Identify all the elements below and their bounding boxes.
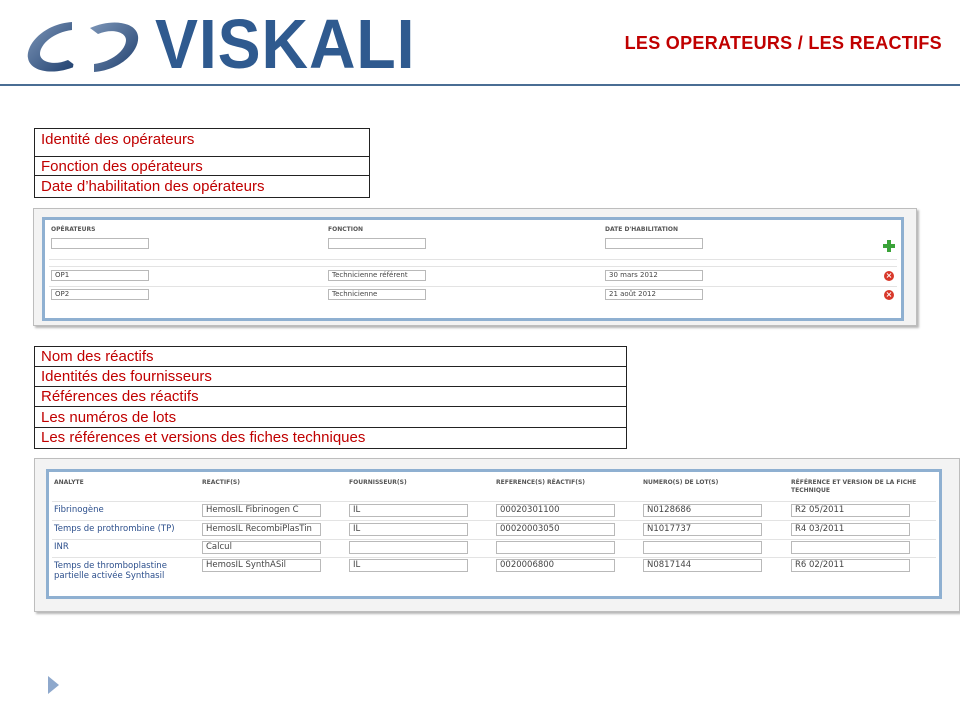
date-field[interactable]: 30 mars 2012 [605,270,703,281]
reference-field[interactable]: 00020301100 [496,504,615,517]
reference-field[interactable]: 0020006800 [496,559,615,572]
fournisseur-field[interactable] [349,541,468,554]
column-header-fonction: FONCTION [328,226,364,233]
reference-field[interactable]: 00020003050 [496,523,615,536]
delete-operator-icon[interactable]: × [885,290,893,299]
date-field[interactable]: 21 août 2012 [605,289,703,300]
column-header-operateurs: OPÉRATEURS [51,226,96,233]
operateur-field[interactable]: OP1 [51,270,149,281]
reactifs-info-line: Les références et versions des fiches techniques [41,429,366,446]
reactifs-info-line: Identités des fournisseurs [35,367,626,387]
fiche-field[interactable]: R4 03/2011 [791,523,910,536]
fournisseur-field[interactable]: IL [349,523,468,536]
fournisseur-field[interactable]: IL [349,504,468,517]
new-date-input[interactable] [605,238,703,249]
operators-screenshot [33,208,917,326]
fiche-field[interactable]: R6 02/2011 [791,559,910,572]
reactifs-info-line: Références des réactifs [35,387,626,407]
add-operator-plus-icon[interactable] [883,240,895,252]
operateur-field[interactable]: OP2 [51,289,149,300]
lot-field[interactable]: N0128686 [643,504,762,517]
delete-operator-icon[interactable]: × [885,271,893,280]
fournisseur-field[interactable]: IL [349,559,468,572]
analyte-label: INR [54,542,69,552]
column-header-fournisseur: FOURNISSEUR(S) [349,479,407,486]
new-fonction-input[interactable] [328,238,426,249]
reactif-field[interactable]: Calcul [202,541,321,554]
column-header-lot: NUMERO(S) DE LOT(S) [643,479,719,486]
column-header-reference: REFERENCE(S) RÉACTIF(S) [496,479,586,486]
next-slide-arrow-icon[interactable] [48,676,59,694]
operators-info-box [34,128,370,198]
brand-name: VISKALI [155,5,416,83]
new-operateur-input[interactable] [51,238,149,249]
reactifs-screenshot [34,458,960,612]
column-header-analyte: ANALYTE [54,479,84,486]
reactifs-info-line: Les numéros de lots [35,407,626,428]
fiche-field[interactable]: R2 05/2011 [791,504,910,517]
header-divider [0,84,960,86]
column-header-fiche: RÉFÉRENCE ET VERSION DE LA FICHE TECHNIQUE [791,479,917,494]
lot-field[interactable] [643,541,762,554]
fiche-field[interactable] [791,541,910,554]
column-header-date: DATE D'HABILITATION [605,226,679,233]
column-header-reactif: REACTIF(S) [202,479,240,486]
reactifs-info-line: Nom des réactifs [35,347,626,367]
lot-field[interactable]: N0817144 [643,559,762,572]
reactif-field[interactable]: HemosIL Fibrinogen C [202,504,321,517]
operators-info-line: Identité des opérateurs [35,129,369,157]
reactif-field[interactable]: HemosIL RecombiPlasTin [202,523,321,536]
reference-field[interactable] [496,541,615,554]
operators-info-line: Date d’habilitation des opérateurs [41,178,265,195]
analyte-label: Fibrinogène [54,505,104,515]
slide-title: LES OPERATEURS / LES REACTIFS [624,33,942,53]
operators-info-line: Fonction des opérateurs [35,157,369,176]
reactifs-info-box [34,346,627,449]
fonction-field[interactable]: Technicienne [328,289,426,300]
analyte-label: Temps de prothrombine (TP) [54,524,175,534]
lot-field[interactable]: N1017737 [643,523,762,536]
viskali-logo-icon [24,14,144,80]
analyte-label: Temps de thromboplastine partielle activée Synthasil [54,561,167,581]
fonction-field[interactable]: Technicienne référent [328,270,426,281]
reactifs-panel [46,469,942,599]
reactif-field[interactable]: HemosIL SynthASil [202,559,321,572]
operators-panel [42,217,904,321]
